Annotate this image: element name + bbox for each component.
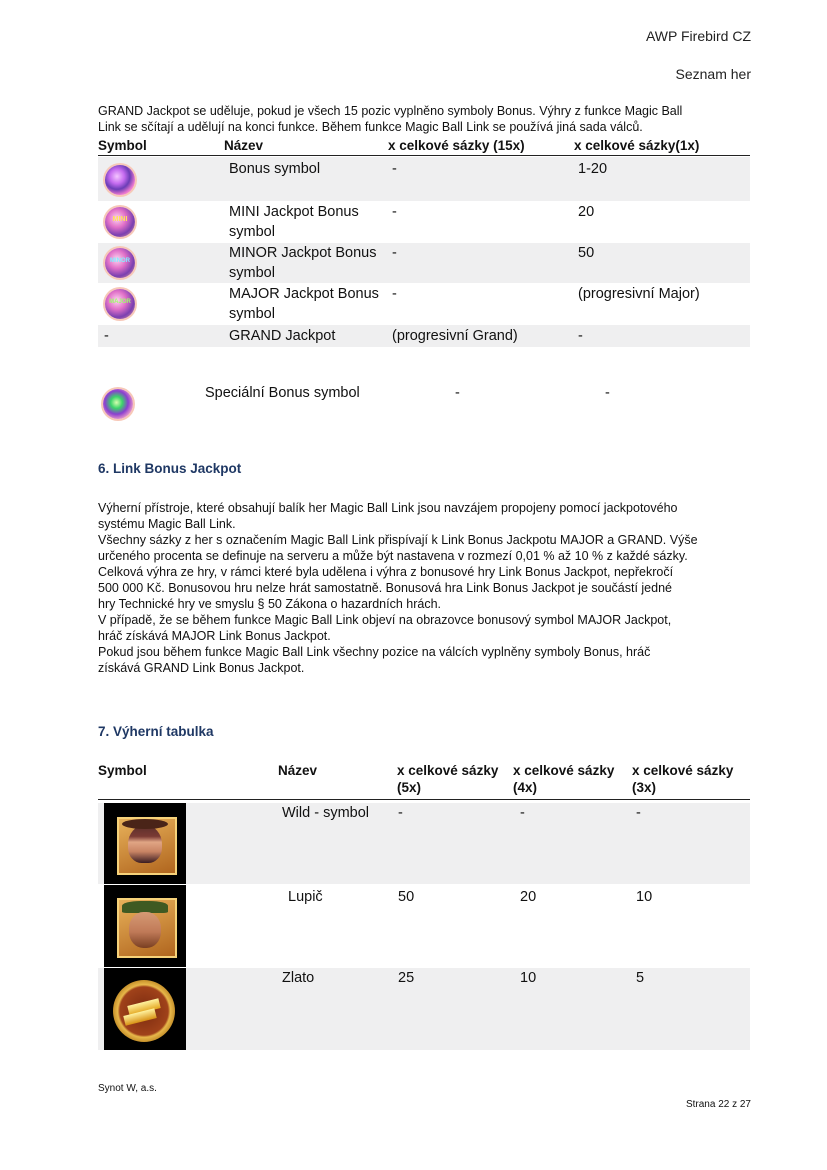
pay-row-2 xyxy=(98,885,750,967)
section-6-line: hry Technické hry ve smyslu § 50 Zákona o hazardních hrách. xyxy=(98,597,441,611)
pay-th-4x-line1: x celkové sázky xyxy=(513,763,615,778)
pay-th-5x-line1: x celkové sázky xyxy=(397,763,499,778)
pay-row-2-3x: 10 xyxy=(636,889,653,905)
bonus-row-1 xyxy=(98,157,750,201)
bonus-row-2-name-line1: MINI Jackpot Bonus xyxy=(229,204,359,220)
bonus-row-2-1x: 20 xyxy=(578,204,595,220)
section-6-line: 500 000 Kč. Bonusovou hru nelze hrát samostatně. Bonusová hra Link Bonus Jackpot je součástí jedné xyxy=(98,581,672,595)
bonus-row-3-name-line2: symbol xyxy=(229,265,275,281)
bonus-row-3-1x: 50 xyxy=(578,245,595,261)
bonus-row-4 xyxy=(98,284,750,324)
bonus-row-1-15x: - xyxy=(392,161,397,177)
header-section: Seznam her xyxy=(675,66,751,82)
pay-th-4x-line2: (4x) xyxy=(513,780,538,795)
footer-page-number: Strana 22 z 27 xyxy=(685,1099,751,1110)
gold-icon xyxy=(104,968,186,1050)
section-6-line: Celková výhra ze hry, v rámci které byla udělena i výhra z bonusové hry Link Bonus Jackpot, nepřekročí xyxy=(98,565,674,579)
bonus-row-1-name: Bonus symbol xyxy=(229,161,321,177)
pay-row-1-4x: - xyxy=(520,805,525,821)
pay-row-3-5x: 25 xyxy=(398,970,415,986)
bonus-row-3 xyxy=(98,243,750,283)
bonus-row-4-1x: (progresivní Major) xyxy=(578,286,700,302)
pay-th-3x-line1: x celkové sázky xyxy=(632,763,734,778)
bonus-row-4-15x: - xyxy=(392,286,397,302)
pay-row-3-4x: 10 xyxy=(520,970,537,986)
bonus-th-15x: x celkové sázky (15x) xyxy=(388,138,525,153)
section-6-line: získává GRAND Link Bonus Jackpot. xyxy=(98,661,305,675)
bonus-th-name: Název xyxy=(224,138,264,153)
pay-row-3-name: Zlato xyxy=(282,970,315,986)
bonus-row-2-15x: - xyxy=(392,204,397,220)
bonus-row-5 xyxy=(98,325,750,347)
bonus-row-5-symbol: - xyxy=(104,328,109,344)
mini-ball-icon xyxy=(105,207,135,237)
major-ball-label: MAJOR xyxy=(109,299,131,305)
pay-row-2-4x: 20 xyxy=(520,889,537,905)
section-6-line: Výherní přístroje, které obsahují balík her Magic Ball Link jsou navzájem propojeny pomocí jackpotového xyxy=(98,501,678,515)
section-7-title: 7. Výherní tabulka xyxy=(98,724,214,739)
special-bonus-name: Speciální Bonus symbol xyxy=(205,385,360,401)
pay-th-3x-line2: (3x) xyxy=(632,780,657,795)
mini-ball-label: MINI xyxy=(112,216,128,223)
special-bonus-icon xyxy=(103,389,133,419)
section-6-line: určeného procenta se definuje na serveru a může být nastavena v rozmezí 0,01 % až 10 % z každé sázky. xyxy=(98,549,688,563)
bonus-row-2 xyxy=(98,202,750,242)
section-6-line: Všechny sázky z her s označením Magic Ball Link přispívají k Link Bonus Jackpotu MAJOR a GRAND. Výše xyxy=(98,533,698,547)
pay-row-2-name: Lupič xyxy=(288,889,323,905)
minor-ball-label: MINOR xyxy=(110,258,130,264)
bonus-row-2-name-line2: symbol xyxy=(229,224,275,240)
intro-line-2: Link se sčítají a udělují na konci funkce. Během funkce Magic Ball Link se používá jiná sada válců. xyxy=(98,120,643,134)
bonus-header-rule xyxy=(98,155,750,156)
footer-company: Synot W, a.s. xyxy=(98,1083,157,1094)
section-6-line: hráč získává MAJOR Link Bonus Jackpot. xyxy=(98,629,331,643)
header-brand: AWP Firebird CZ xyxy=(645,28,751,44)
major-ball-icon xyxy=(105,289,135,319)
bonus-row-3-15x: - xyxy=(392,245,397,261)
bonus-th-symbol: Symbol xyxy=(98,138,147,153)
pay-row-1-3x: - xyxy=(636,805,641,821)
wild-woman-icon xyxy=(104,803,186,884)
pay-header-rule xyxy=(98,799,750,800)
bonus-row-5-1x: - xyxy=(578,328,583,344)
pay-row-1-name: Wild - symbol xyxy=(282,805,370,821)
pay-row-1-5x: - xyxy=(398,805,403,821)
section-6-line: Pokud jsou během funkce Magic Ball Link všechny pozice na válcích vyplněny symboly Bonus, hráč xyxy=(98,645,651,659)
bonus-ball-icon xyxy=(105,165,135,195)
bonus-row-3-name-line1: MINOR Jackpot Bonus xyxy=(229,245,377,261)
pay-th-5x-line2: (5x) xyxy=(397,780,422,795)
special-bonus-1x: - xyxy=(605,385,610,401)
intro-line-1: GRAND Jackpot se uděluje, pokud je všech 15 pozic vyplněno symboly Bonus. Výhry z funkce Magic Ball xyxy=(98,104,683,118)
pay-row-1 xyxy=(98,803,750,884)
minor-ball-icon xyxy=(105,248,135,278)
bonus-row-5-15x: (progresivní Grand) xyxy=(392,328,518,344)
bonus-row-4-name-line1: MAJOR Jackpot Bonus xyxy=(229,286,379,302)
pay-th-name: Název xyxy=(278,763,318,778)
bonus-th-1x: x celkové sázky(1x) xyxy=(574,138,700,153)
bonus-row-4-name-line2: symbol xyxy=(229,306,275,322)
pay-row-3-3x: 5 xyxy=(636,970,645,986)
section-6-title: 6. Link Bonus Jackpot xyxy=(98,461,242,476)
section-6-line: V případě, že se během funkce Magic Ball Link objeví na obrazovce bonusový symbol MAJOR Jackpot, xyxy=(98,613,672,627)
pay-row-2-5x: 50 xyxy=(398,889,415,905)
special-bonus-15x: - xyxy=(455,385,460,401)
bonus-row-1-1x: 1-20 xyxy=(578,161,608,177)
pay-th-symbol: Symbol xyxy=(98,763,147,778)
bonus-row-5-name: GRAND Jackpot xyxy=(229,328,336,344)
pay-row-3 xyxy=(98,968,750,1050)
robber-icon xyxy=(104,885,186,967)
section-6-line: systému Magic Ball Link. xyxy=(98,517,236,531)
